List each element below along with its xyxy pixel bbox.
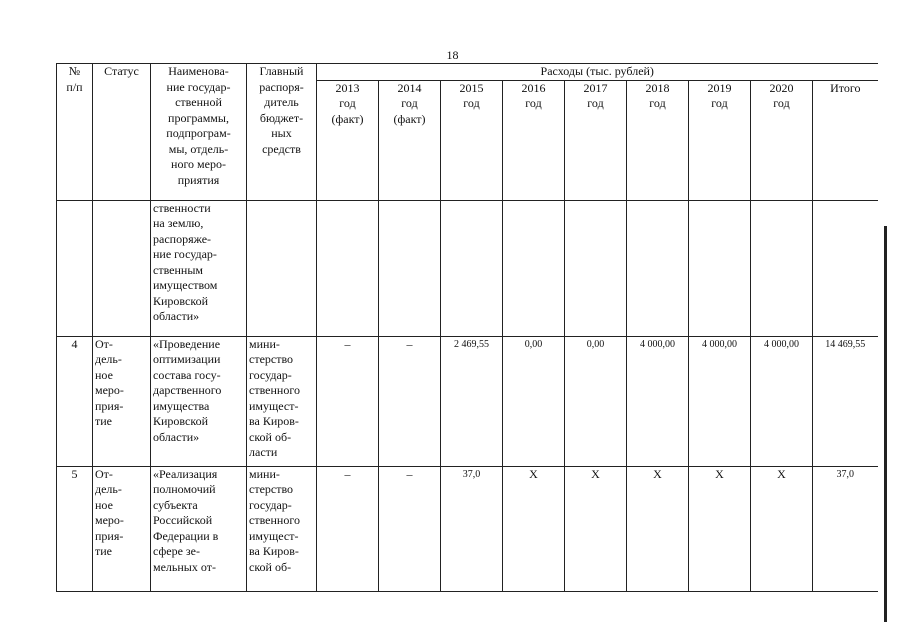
value-2015	[441, 200, 503, 336]
row-manager: мини- стерство государ- ственного имущест- ва Киров- ской об-	[247, 466, 317, 591]
header-name: Наименова- ние государ- ственной программы, подпрограм- мы, отдель- ного меро- приятия	[151, 64, 247, 201]
value-2015: 2 469,55	[441, 336, 503, 466]
value-2014: –	[379, 336, 441, 466]
row-status: От- дель- ное меро- прия- тие	[93, 466, 151, 591]
header-total: Итого	[813, 80, 878, 200]
value-total: 14 469,55	[813, 336, 878, 466]
value-2017: 0,00	[565, 336, 627, 466]
value-2014: –	[379, 466, 441, 591]
value-2018: Х	[627, 466, 689, 591]
table-row	[57, 466, 878, 591]
value-2020	[751, 200, 813, 336]
value-2014	[379, 200, 441, 336]
header-status: Статус	[93, 64, 151, 201]
header-year-2015: 2015 год	[441, 80, 503, 200]
row-status: От- дель- ное меро- прия- тие	[93, 336, 151, 466]
value-2015: 37,0	[441, 466, 503, 591]
row-num: 4	[57, 336, 93, 466]
value-total	[813, 200, 878, 336]
header-year-2016: 2016 год	[503, 80, 565, 200]
value-2017: Х	[565, 466, 627, 591]
value-2016	[503, 200, 565, 336]
value-2016: 0,00	[503, 336, 565, 466]
row-num	[57, 200, 93, 336]
row-name: ственности на землю, распоряже- ние государ- ственным имуществом Кировской области»	[151, 200, 247, 336]
value-2019: 4 000,00	[689, 336, 751, 466]
value-2013	[317, 200, 379, 336]
table-row	[57, 336, 878, 466]
header-year-2020: 2020 год	[751, 80, 813, 200]
row-status	[93, 200, 151, 336]
header-expenses: Расходы (тыс. рублей)	[317, 64, 878, 81]
value-2013: –	[317, 336, 379, 466]
row-name: «Проведение оптимизации состава госу- дарственного имущества Кировской области»	[151, 336, 247, 466]
header-year-2014: 2014 год (факт)	[379, 80, 441, 200]
value-2016: Х	[503, 466, 565, 591]
header-year-2013: 2013 год (факт)	[317, 80, 379, 200]
value-2019: Х	[689, 466, 751, 591]
value-2018	[627, 200, 689, 336]
value-2013: –	[317, 466, 379, 591]
header-year-2019: 2019 год	[689, 80, 751, 200]
table-row	[57, 200, 878, 336]
value-2018: 4 000,00	[627, 336, 689, 466]
row-num: 5	[57, 466, 93, 591]
header-year-2018: 2018 год	[627, 80, 689, 200]
header-year-2017: 2017 год	[565, 80, 627, 200]
page-edge-divider	[884, 226, 887, 622]
row-manager: мини- стерство государ- ственного имущест- ва Киров- ской об- ласти	[247, 336, 317, 466]
value-2020: 4 000,00	[751, 336, 813, 466]
page-number: 18	[446, 48, 459, 62]
value-2017	[565, 200, 627, 336]
value-2019	[689, 200, 751, 336]
row-manager	[247, 200, 317, 336]
value-2020: Х	[751, 466, 813, 591]
budget-table	[56, 63, 878, 592]
value-total: 37,0	[813, 466, 878, 591]
row-name: «Реализация полномочий субъекта Российской Федерации в сфере зе- мельных от-	[151, 466, 247, 591]
header-manager: Главный распоря- дитель бюджет- ных средств	[247, 64, 317, 201]
header-num: № п/п	[57, 64, 93, 201]
